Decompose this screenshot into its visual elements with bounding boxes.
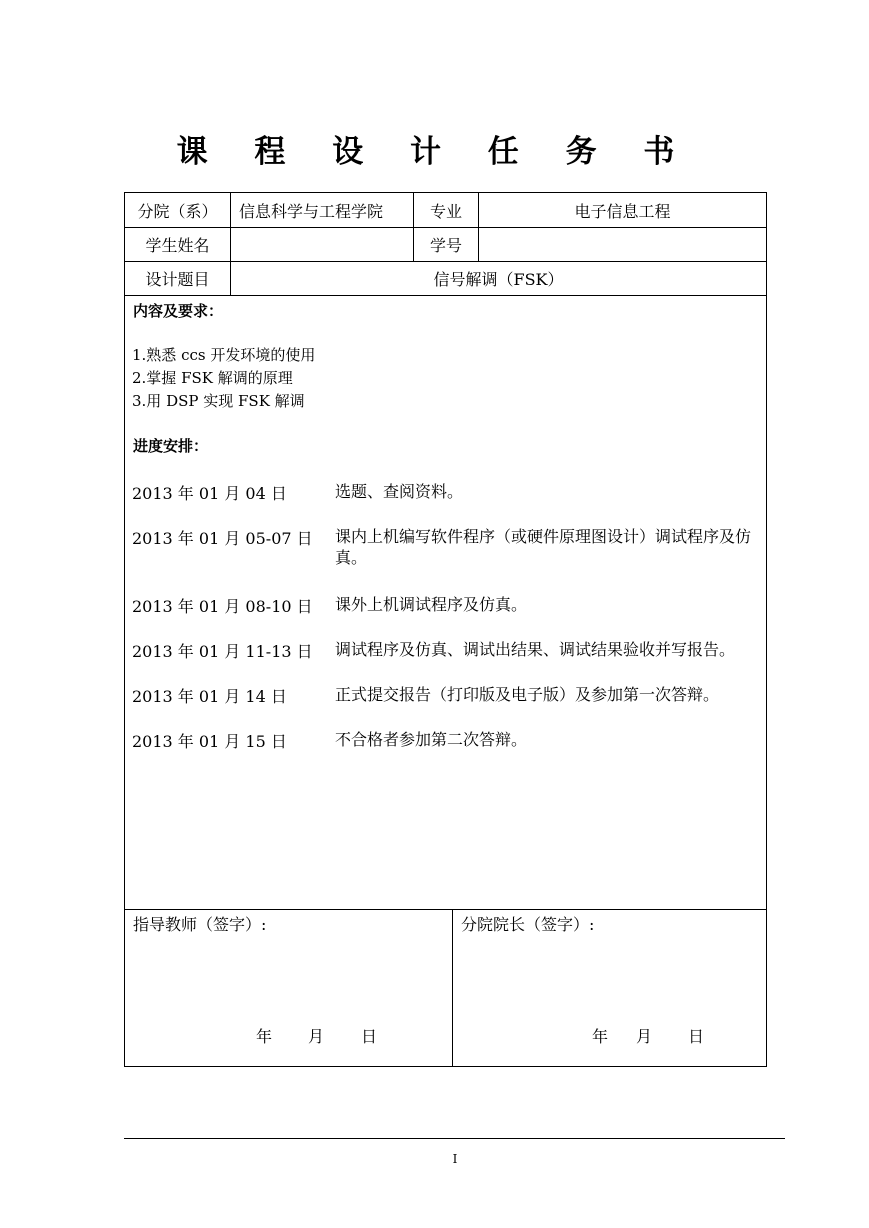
schedule-task: 课内上机编写软件程序（或硬件原理图设计）调试程序及仿真。 (335, 527, 752, 567)
schedule-date: 2013 年 01 月 04 日 (132, 484, 287, 503)
topic-row (125, 262, 766, 296)
footer-divider (124, 1138, 785, 1139)
dean-date-day: 日 (688, 1027, 705, 1046)
schedule-task: 课外上机调试程序及仿真。 (335, 595, 528, 614)
schedule-date: 2013 年 01 月 15 日 (132, 732, 287, 751)
signature-area (125, 909, 766, 1066)
advisor-signature-label: 指导教师（签字）: (133, 915, 267, 934)
topic-label: 设计题目 (125, 262, 231, 295)
schedule-task: 选题、查阅资料。 (335, 482, 464, 501)
requirements-heading: 内容及要求： (133, 302, 224, 320)
department-row (125, 193, 766, 228)
dean-signature-label: 分院院长（签字）: (461, 915, 595, 934)
requirement-item: 3.用 DSP 实现 FSK 解调 (132, 392, 305, 410)
department-label: 分院（系） (125, 193, 231, 227)
content-area (125, 296, 766, 909)
schedule-task: 正式提交报告（打印版及电子版）及参加第一次答辩。 (335, 685, 720, 704)
schedule-task: 调试程序及仿真、调试出结果、调试结果验收并写报告。 (335, 640, 736, 659)
schedule-heading: 进度安排： (133, 437, 209, 455)
dean-signature-cell (453, 910, 766, 1066)
requirement-item: 1.熟悉 ccs 开发环境的使用 (132, 346, 316, 364)
document-title: 课 程 设 计 任 务 书 (176, 134, 693, 170)
page-number: I (452, 1152, 458, 1166)
requirement-item: 2.掌握 FSK 解调的原理 (132, 369, 293, 387)
schedule-date: 2013 年 01 月 08-10 日 (132, 597, 313, 616)
major-label: 专业 (414, 193, 479, 227)
advisor-signature-cell (125, 910, 453, 1066)
schedule-date: 2013 年 01 月 05-07 日 (132, 529, 313, 548)
task-form-table (124, 192, 767, 1067)
major-value: 电子信息工程 (574, 201, 671, 221)
student-row (125, 228, 766, 262)
department-value: 信息科学与工程学院 (231, 193, 414, 227)
advisor-date-day: 日 (361, 1027, 378, 1046)
dean-date-year: 年 (592, 1027, 609, 1046)
advisor-date-year: 年 (256, 1027, 273, 1046)
student-id-label: 学号 (414, 228, 479, 261)
schedule-date: 2013 年 01 月 14 日 (132, 687, 287, 706)
schedule-task: 不合格者参加第二次答辩。 (335, 730, 528, 749)
student-id-value (479, 228, 766, 261)
advisor-date-month: 月 (308, 1027, 325, 1046)
student-name-value (231, 228, 414, 261)
student-name-label: 学生姓名 (125, 228, 231, 261)
schedule-date: 2013 年 01 月 11-13 日 (132, 642, 313, 661)
dean-date-month: 月 (636, 1027, 653, 1046)
topic-value: 信号解调（FSK） (433, 270, 564, 289)
